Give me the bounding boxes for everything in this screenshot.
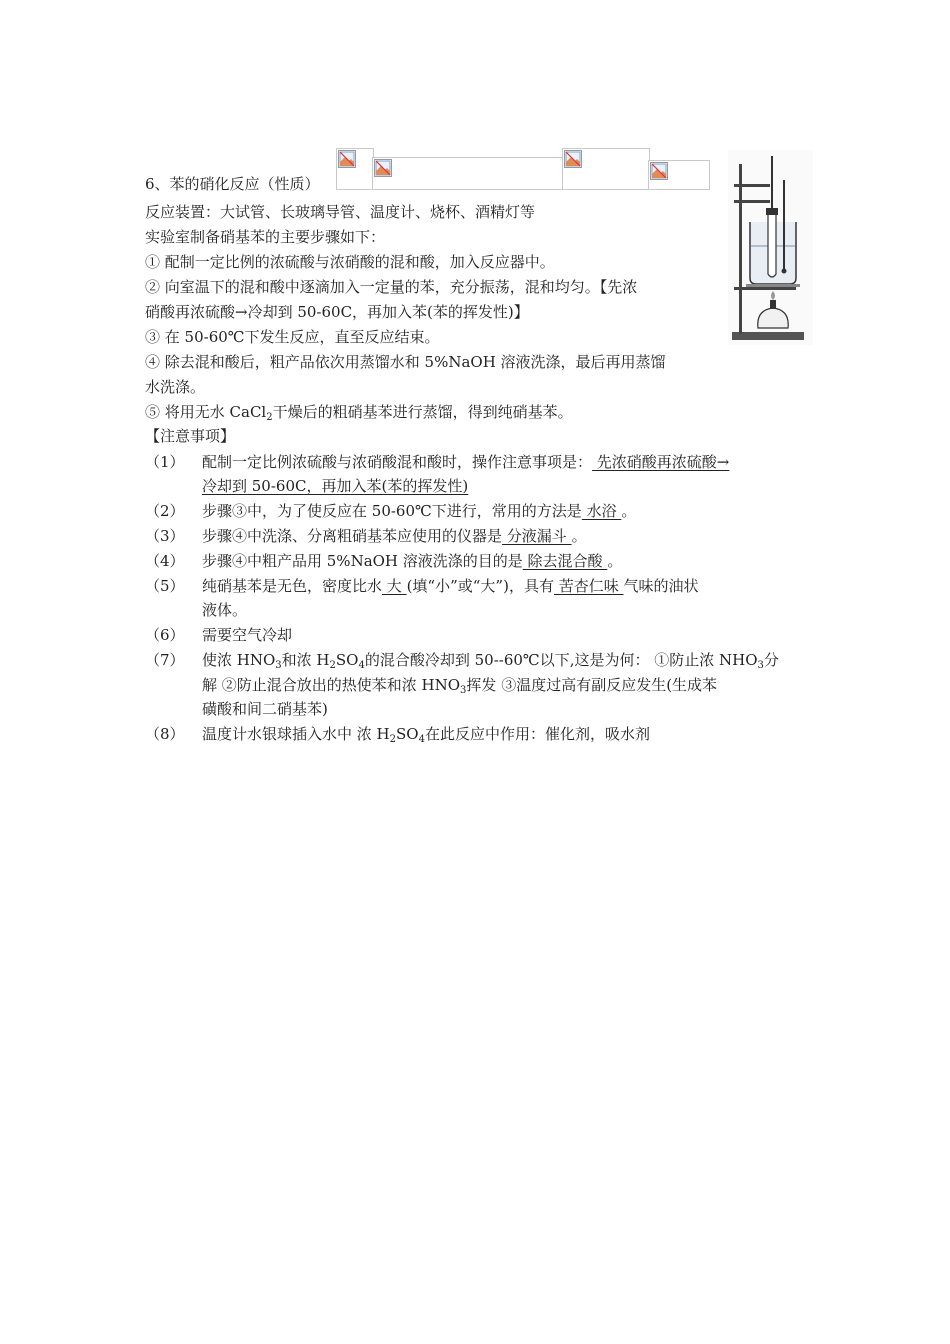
note-7-line-2-body [202, 673, 717, 697]
note-4-body [202, 549, 622, 573]
image-placeholder-2 [372, 157, 564, 190]
note-7-b-sub: 2 [329, 660, 336, 671]
note-6-number: （6） [145, 626, 185, 644]
note-5-text: 纯硝基苯是无色，密度比水 [202, 577, 383, 595]
note-1-number: （1） [145, 453, 185, 471]
note-7-a-sub: 3 [275, 660, 282, 671]
note-5-number: （5） [145, 577, 185, 595]
note-8-sub2: 4 [418, 734, 425, 745]
note-8-c: 在此反应中作用：催化剂，吸水剂 [424, 725, 650, 743]
note-7-l2a: 解 ②防止混合放出的热使苯和浓 HNO [202, 676, 461, 694]
step-3: ③ 在 50-60℃下发生反应，直至反应结束。 [145, 328, 440, 346]
note-4-number: （4） [145, 552, 185, 570]
note-7-l2b: 挥发 ③温度过高有副反应发生(生成苯 [466, 676, 718, 694]
note-6-text: 需要空气冷却 [202, 626, 293, 644]
note-4-end: 。 [607, 552, 623, 570]
note-8-number: （8） [145, 725, 185, 743]
note-8-a: 温度计水银球插入水中 浓 H [202, 725, 390, 743]
image-placeholder-3 [562, 148, 650, 190]
note-7-c-sub: 4 [358, 660, 365, 671]
note-3-number: （3） [145, 527, 185, 545]
note-5-body [202, 574, 699, 598]
steps-heading: 实验室制备硝基苯的主要步骤如下： [145, 228, 386, 246]
note-7-body [202, 648, 779, 672]
note-3-end: 。 [571, 527, 587, 545]
note-7-d: 的混合酸冷却到 50--60℃以下,这是为何： ①防止浓 NHO [364, 651, 758, 669]
note-7-a: 使浓 HNO [202, 651, 276, 669]
note-2-number: （2） [145, 502, 185, 520]
note-5-answer-odor: 苦杏仁味 [553, 577, 624, 595]
note-7-c: SO [335, 651, 359, 669]
notes-heading: 【注意事项】 [145, 427, 236, 445]
note-5-line-2-text: 液体。 [202, 601, 248, 619]
note-7-d-sub: 3 [757, 660, 764, 671]
note-2-end: 。 [621, 502, 637, 520]
broken-image-icon [564, 150, 582, 168]
step-5-pre: ⑤ 将用无水 CaCl [145, 403, 267, 421]
note-1-text: 配制一定比例浓硫酸与浓硝酸混和酸时，操作注意事项是： [202, 453, 593, 471]
note-7-number: （7） [145, 651, 185, 669]
note-5-mid: (填“小”或“大”)，具有 [406, 577, 554, 595]
note-8-sub1: 2 [389, 734, 396, 745]
note-2-text: 步骤③中，为了使反应在 50-60℃下进行，常用的方法是 [202, 502, 582, 520]
note-4-answer: 除去混合酸 [522, 552, 608, 570]
step-5 [145, 400, 573, 424]
broken-image-icon [338, 150, 356, 168]
step-4-line-2: 水洗涤。 [145, 378, 206, 396]
note-4-text: 步骤④中粗产品用 5%NaOH 溶液洗涤的目的是 [202, 552, 523, 570]
note-3-text: 步骤④中洗涤、分离粗硝基苯应使用的仪器是 [202, 527, 503, 545]
note-3-answer: 分液漏斗 [502, 527, 572, 545]
note-8-body [202, 722, 650, 746]
broken-image-icon [650, 162, 668, 180]
note-7-e: 分 [763, 651, 779, 669]
note-5-answer-density: 大 [382, 577, 407, 595]
broken-image-icon [374, 159, 392, 177]
nitration-apparatus-diagram [728, 150, 813, 345]
step-1: ① 配制一定比例的浓硫酸与浓硝酸的混和酸，加入反应器中。 [145, 253, 555, 271]
image-placeholder-1 [336, 148, 374, 190]
note-1-answer-a: 先浓硝酸再浓硫酸→ [592, 453, 730, 471]
note-7-b: 和浓 H [281, 651, 330, 669]
step-4-line-1: ④ 除去混和酸后，粗产品依次用蒸馏水和 5%NaOH 溶液洗涤，最后再用蒸馏 [145, 353, 666, 371]
note-1-answer-b: 冷却到 50-60C，再加入苯(苯的挥发性) [202, 477, 469, 495]
step-5-post: 干燥后的粗硝基苯进行蒸馏，得到纯硝基苯。 [272, 403, 573, 421]
section-title: 6、苯的硝化反应（性质） [145, 175, 320, 193]
note-1-body [202, 450, 729, 474]
step-2-line-2: 硝酸再浓硫酸→冷却到 50-60C，再加入苯(苯的挥发性)】 [145, 303, 529, 321]
image-placeholder-4 [648, 160, 710, 190]
step-5-sub: 2 [266, 412, 273, 423]
note-7-l2-sub: 3 [460, 685, 467, 696]
note-2-body [202, 499, 636, 523]
note-2-answer: 水浴 [581, 502, 622, 520]
note-3-body [202, 524, 587, 548]
note-7-line-3-text: 磺酸和间二硝基苯) [202, 700, 328, 718]
apparatus-line: 反应装置：大试管、长玻璃导管、温度计、烧杯、酒精灯等 [145, 203, 536, 221]
step-2-line-1: ② 向室温下的混和酸中逐滴加入一定量的苯，充分振荡，混和均匀。【先浓 [145, 278, 638, 296]
note-8-b: SO [396, 725, 419, 743]
note-5-end: 气味的油状 [623, 577, 699, 595]
